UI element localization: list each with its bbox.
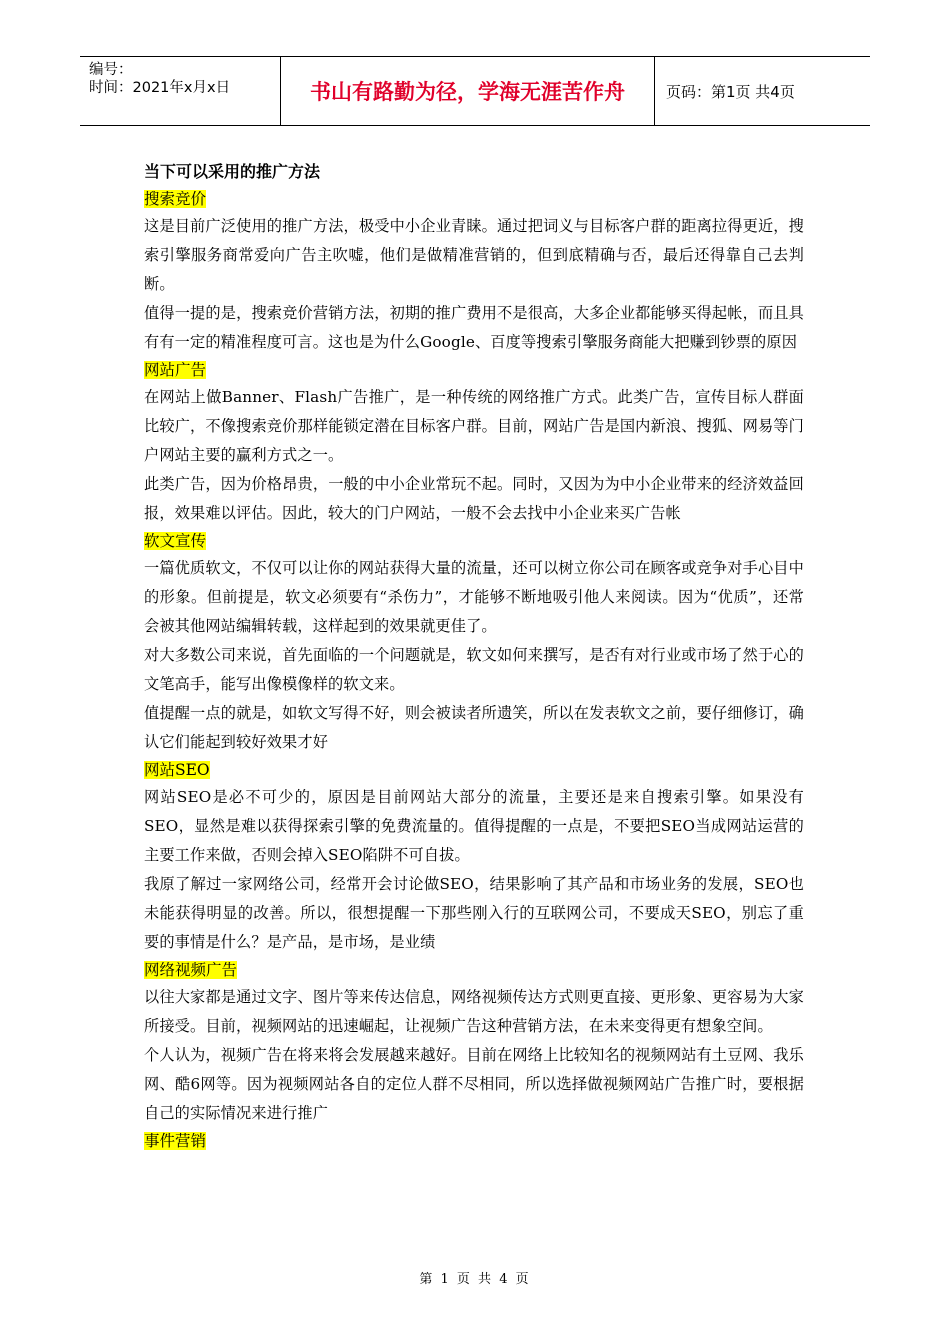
section-heading [144,757,804,783]
paragraph: 一篇优质软文，不仅可以让你的网站获得大量的流量，还可以树立你公司在顾客或竞争对手心目中的形象。但前提是，软文必须要有“杀伤力”，才能够不断地吸引他人来阅读。因为“优质”，还常会被其他网站编辑转载，这样起到的效果就更佳了。 [144,559,804,635]
paragraph: 在网站上做Banner、Flash广告推广，是一种传统的网络推广方式。此类广告，宣传目标人群面比较广，不像搜索竞价那样能锁定潜在目标客户群。目前，网站广告是国内新浪、搜狐、网易等门户网站主要的赢利方式之一。 [144,388,804,464]
section-heading [144,186,804,212]
number-label: 编号： [89,62,133,78]
section-heading-text: 网站SEO [144,761,210,779]
document-body [144,158,804,1154]
paragraph: 我原了解过一家网络公司，经常开会讨论做SEO，结果影响了其产品和市场业务的发展，SEO也未能获得明显的改善。所以，很想提醒一下那些刚入行的互联网公司，不要成天SEO，别忘了重要的事情是什么？是产品，是市场，是业绩 [144,875,804,951]
paragraph: 个人认为，视频广告在将来将会发展越来越好。目前在网络上比较知名的视频网站有土豆网、我乐网、酷6网等。因为视频网站各自的定位人群不尽相同，所以选择做视频网站广告推广时，要根据自己的实际情况来进行推广 [144,1046,804,1122]
time-label: 时间：2021年x月x日 [89,80,231,96]
paragraph: 对大多数公司来说，首先面临的一个问题就是，软文如何来撰写，是否有对行业或市场了然于心的文笔高手，能写出像模像样的软文来。 [144,646,804,693]
paragraph: 值得一提的是，搜索竞价营销方法，初期的推广费用不是很高，大多企业都能够买得起帐，而且具有有一定的精准程度可言。这也是为什么Google、百度等搜索引擎服务商能大把赚到钞票的原因 [144,304,804,351]
section-heading-text: 软文宣传 [144,532,207,550]
section-heading-text: 网络视频广告 [144,961,238,979]
paragraph: 这是目前广泛使用的推广方法，极受中小企业青睐。通过把词义与目标客户群的距离拉得更近，搜索引擎服务商常爱向广告主吹嘘，他们是做精准营销的，但到底精确与否，最后还得靠自己去判断。 [144,217,804,293]
section-heading [144,357,804,383]
header-meta [80,57,281,125]
header-page-label: 页码：第1页 共4页 [666,82,795,101]
paragraph: 网站SEO是必不可少的，原因是目前网站大部分的流量，主要还是来自搜索引擎。如果没有SEO，显然是难以获得探索引擎的免费流量的。值得提醒的一点是，不要把SEO当成网站运营的主要工作来做，否则会掉入SEO陷阱不可自拔。 [144,788,804,864]
page-header [80,56,870,126]
document-title: 当下可以采用的推广方法 [144,162,321,181]
paragraph: 值提醒一点的就是，如软文写得不好，则会被读者所遗笑，所以在发表软文之前，要仔细修订，确认它们能起到较好效果才好 [144,704,804,751]
paragraph: 以往大家都是通过文字、图片等来传达信息，网络视频传达方式则更直接、更形象、更容易为大家所接受。目前，视频网站的迅速崛起，让视频广告这种营销方法，在未来变得更有想象空间。 [144,988,804,1035]
section-heading-text: 搜索竞价 [144,190,207,208]
sections [144,186,804,1154]
page-footer: 第 1 页 共 4 页 [419,1272,531,1287]
section-heading-text: 事件营销 [144,1132,207,1150]
section-heading-text: 网站广告 [144,361,207,379]
paragraph: 此类广告，因为价格昂贵，一般的中小企业常玩不起。同时，又因为为中小企业带来的经济效益回报，效果难以评估。因此，较大的门户网站，一般不会去找中小企业来买广告帐 [144,475,804,522]
header-motto: 书山有路勤为径，学海无涯苦作舟 [281,57,655,125]
section-heading [144,1128,804,1154]
section-heading [144,528,804,554]
section-heading [144,957,804,983]
